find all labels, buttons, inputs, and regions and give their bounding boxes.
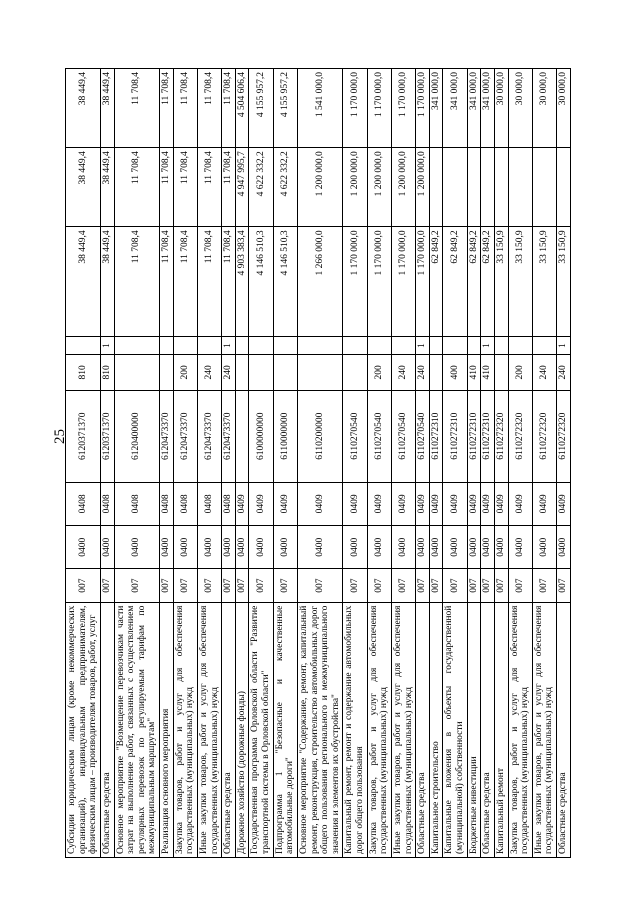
section-code: 0400 — [494, 526, 508, 569]
section-code: 0400 — [222, 526, 236, 569]
amount-year-1: 62 849,2 — [443, 227, 467, 337]
table-row — [100, 69, 114, 858]
amount-year-3: 30 000,0 — [532, 69, 556, 148]
amount-year-2 — [467, 148, 481, 227]
amount-year-3: 1 170 000,0 — [391, 69, 415, 148]
expense-type-code: 410 — [481, 355, 495, 391]
grbs-code: 007 — [160, 569, 174, 602]
table-row — [173, 69, 197, 858]
amount-year-1: 11 708,4 — [197, 227, 221, 337]
amount-year-3: 1 170 000,0 — [367, 69, 391, 148]
target-article-code: 6110270540 — [367, 390, 391, 482]
row-name: Областные средства — [222, 602, 236, 857]
expense-type-code — [249, 355, 273, 391]
amount-year-1: 1 266 000,0 — [297, 227, 343, 337]
subsection-code: 0408 — [66, 482, 101, 525]
grbs-code: 007 — [114, 569, 160, 602]
row-name: Закупка товаров, работ и услуг для обеспечения государственных (муниципальных) нужд — [367, 602, 391, 857]
amount-year-3: 341 000,0 — [443, 69, 467, 148]
subsection-code: 0409 — [481, 482, 495, 525]
amount-year-1: 11 708,4 — [173, 227, 197, 337]
expense-type-code: 200 — [367, 355, 391, 391]
amount-year-1: 38 449,4 — [100, 227, 114, 337]
row-name: Реализация основного мероприятия — [160, 602, 174, 857]
table-row — [557, 69, 571, 858]
table-row — [532, 69, 556, 858]
source-code: 1 — [222, 337, 236, 355]
amount-year-1: 33 150,9 — [532, 227, 556, 337]
subsection-code: 0409 — [508, 482, 532, 525]
section-code: 0400 — [532, 526, 556, 569]
expense-type-code — [343, 355, 367, 391]
row-name: Бюджетные инвестиции — [467, 602, 481, 857]
target-article-code: 6110000000 — [273, 390, 297, 482]
amount-year-1: 11 708,4 — [114, 227, 160, 337]
expense-type-code: 240 — [197, 355, 221, 391]
table-row — [160, 69, 174, 858]
grbs-code: 007 — [343, 569, 367, 602]
target-article-code: 6120473370 — [173, 390, 197, 482]
subsection-code: 0409 — [343, 482, 367, 525]
amount-year-2: 1 200 000,0 — [416, 148, 430, 227]
subsection-code: 0409 — [273, 482, 297, 525]
section-code: 0400 — [100, 526, 114, 569]
amount-year-1: 1 170 000,0 — [343, 227, 367, 337]
section-code: 0400 — [173, 526, 197, 569]
grbs-code: 007 — [197, 569, 221, 602]
source-code — [467, 337, 481, 355]
grbs-code: 007 — [467, 569, 481, 602]
grbs-code: 007 — [173, 569, 197, 602]
amount-year-1: 62 849,2 — [429, 227, 443, 337]
section-code: 0400 — [197, 526, 221, 569]
target-article-code: 6110272320 — [557, 390, 571, 482]
amount-year-2 — [443, 148, 467, 227]
source-code — [343, 337, 367, 355]
source-code — [494, 337, 508, 355]
subsection-code: 0409 — [235, 482, 249, 525]
amount-year-3: 38 449,4 — [100, 69, 114, 148]
target-article-code — [235, 390, 249, 482]
target-article-code: 6120473370 — [160, 390, 174, 482]
amount-year-1: 62 849,2 — [481, 227, 495, 337]
source-code: 1 — [416, 337, 430, 355]
grbs-code: 007 — [481, 569, 495, 602]
source-code: 1 — [481, 337, 495, 355]
target-article-code: 6110200000 — [297, 390, 343, 482]
section-code: 0400 — [66, 526, 101, 569]
section-code: 0400 — [416, 526, 430, 569]
subsection-code: 0408 — [160, 482, 174, 525]
source-code — [173, 337, 197, 355]
amount-year-1: 11 708,4 — [160, 227, 174, 337]
row-name: Капитальное строительство — [429, 602, 443, 857]
row-name: Закупка товаров, работ и услуг для обеспечения государственных (муниципальных) нужд — [508, 602, 532, 857]
row-name: Капитальные вложения в объекты государственной (муниципальной) собственности — [443, 602, 467, 857]
table-row — [197, 69, 221, 858]
expense-type-code: 240 — [557, 355, 571, 391]
amount-year-3: 11 708,4 — [222, 69, 236, 148]
source-code — [443, 337, 467, 355]
target-article-code: 6120371370 — [100, 390, 114, 482]
table-row — [297, 69, 343, 858]
table-row — [367, 69, 391, 858]
amount-year-2 — [429, 148, 443, 227]
amount-year-1: 1 170 000,0 — [416, 227, 430, 337]
amount-year-2: 1 200 000,0 — [297, 148, 343, 227]
amount-year-2: 1 200 000,0 — [343, 148, 367, 227]
amount-year-2 — [557, 148, 571, 227]
subsection-code: 0409 — [532, 482, 556, 525]
subsection-code: 0409 — [467, 482, 481, 525]
amount-year-3: 30 000,0 — [508, 69, 532, 148]
amount-year-2: 11 708,4 — [222, 148, 236, 227]
row-name: Областные средства — [100, 602, 114, 857]
amount-year-3: 38 449,4 — [66, 69, 101, 148]
subsection-code: 0409 — [391, 482, 415, 525]
expense-type-code — [429, 355, 443, 391]
amount-year-2 — [532, 148, 556, 227]
amount-year-2: 11 708,4 — [160, 148, 174, 227]
amount-year-3: 11 708,4 — [160, 69, 174, 148]
budget-table-rotated — [65, 68, 571, 858]
target-article-code: 6110272320 — [508, 390, 532, 482]
source-code — [297, 337, 343, 355]
grbs-code: 007 — [557, 569, 571, 602]
section-code: 0400 — [297, 526, 343, 569]
grbs-code: 007 — [367, 569, 391, 602]
table-row — [235, 69, 249, 858]
expense-type-code: 810 — [66, 355, 101, 391]
table-row — [416, 69, 430, 858]
page-number: 25 — [52, 429, 68, 444]
expense-type-code — [160, 355, 174, 391]
grbs-code: 007 — [66, 569, 101, 602]
table-row — [343, 69, 367, 858]
source-code — [429, 337, 443, 355]
row-name: Субсидии юридическим лицам (кроме некоммерческих организаций), индивидуальным предпринимателям, физическим лицам – производителям товаров, работ, услуг — [66, 602, 101, 857]
amount-year-3: 4 155 957,2 — [249, 69, 273, 148]
grbs-code: 007 — [416, 569, 430, 602]
grbs-code: 007 — [222, 569, 236, 602]
amount-year-2: 11 708,4 — [197, 148, 221, 227]
table-row — [429, 69, 443, 858]
subsection-code: 0408 — [100, 482, 114, 525]
amount-year-3: 4 504 606,4 — [235, 69, 249, 148]
section-code: 0400 — [343, 526, 367, 569]
source-code — [391, 337, 415, 355]
source-code — [367, 337, 391, 355]
section-code: 0400 — [508, 526, 532, 569]
amount-year-3: 30 000,0 — [494, 69, 508, 148]
section-code: 0400 — [235, 526, 249, 569]
source-code — [235, 337, 249, 355]
expense-type-code — [494, 355, 508, 391]
source-code — [160, 337, 174, 355]
source-code — [532, 337, 556, 355]
target-article-code: 6110272310 — [443, 390, 467, 482]
target-article-code: 6110272310 — [467, 390, 481, 482]
expense-type-code — [273, 355, 297, 391]
amount-year-2: 11 708,4 — [173, 148, 197, 227]
source-code — [273, 337, 297, 355]
expense-type-code — [235, 355, 249, 391]
row-name: Подпрограмма 1 "Безопасные и качественные автомобильные дороги" — [273, 602, 297, 857]
row-name: Основное мероприятие "Возмещение перевозчикам части затрат на выполнение работ, связанных с осуществлением регулярных перевозок по регулируемым тарифам по межмуниципальным маршрутам" — [114, 602, 160, 857]
grbs-code: 007 — [391, 569, 415, 602]
source-code — [249, 337, 273, 355]
amount-year-2 — [508, 148, 532, 227]
amount-year-3: 1 170 000,0 — [416, 69, 430, 148]
source-code — [508, 337, 532, 355]
grbs-code: 007 — [273, 569, 297, 602]
amount-year-2: 1 200 000,0 — [391, 148, 415, 227]
amount-year-1: 38 449,4 — [66, 227, 101, 337]
target-article-code: 6110272310 — [429, 390, 443, 482]
amount-year-1: 4 146 510,3 — [249, 227, 273, 337]
row-name: Областные средства — [557, 602, 571, 857]
amount-year-3: 1 541 000,0 — [297, 69, 343, 148]
expense-type-code — [297, 355, 343, 391]
amount-year-2: 38 449,4 — [100, 148, 114, 227]
source-code: 1 — [557, 337, 571, 355]
expense-type-code: 200 — [508, 355, 532, 391]
row-name: Капитальный ремонт, ремонт и содержание автомобильных дорог общего пользования — [343, 602, 367, 857]
source-code — [66, 337, 101, 355]
subsection-code: 0409 — [367, 482, 391, 525]
section-code: 0400 — [557, 526, 571, 569]
table-row — [273, 69, 297, 858]
target-article-code: 6110272320 — [532, 390, 556, 482]
row-name: Иные закупки товаров, работ и услуг для обеспечения государственных (муниципальных) нужд — [532, 602, 556, 857]
section-code: 0400 — [273, 526, 297, 569]
subsection-code: 0409 — [443, 482, 467, 525]
grbs-code: 007 — [249, 569, 273, 602]
amount-year-1: 4 903 383,4 — [235, 227, 249, 337]
subsection-code: 0409 — [429, 482, 443, 525]
expense-type-code — [114, 355, 160, 391]
source-code — [114, 337, 160, 355]
table-row — [114, 69, 160, 858]
table-row — [508, 69, 532, 858]
grbs-code: 007 — [494, 569, 508, 602]
amount-year-1: 62 849,2 — [467, 227, 481, 337]
target-article-code: 6110270540 — [343, 390, 367, 482]
subsection-code: 0409 — [249, 482, 273, 525]
subsection-code: 0408 — [173, 482, 197, 525]
expense-type-code: 240 — [416, 355, 430, 391]
table-row — [222, 69, 236, 858]
row-name: Государственная программа Орловской области "Развитие транспортной системы в Орловской области" — [249, 602, 273, 857]
amount-year-2 — [481, 148, 495, 227]
expense-type-code: 240 — [532, 355, 556, 391]
grbs-code: 007 — [100, 569, 114, 602]
target-article-code: 6120473370 — [222, 390, 236, 482]
target-article-code: 6110272320 — [494, 390, 508, 482]
row-name: Иные закупки товаров, работ и услуг для обеспечения государственных (муниципальных) нужд — [197, 602, 221, 857]
table-row — [494, 69, 508, 858]
amount-year-2: 11 708,4 — [114, 148, 160, 227]
subsection-code: 0408 — [197, 482, 221, 525]
table-row — [443, 69, 467, 858]
amount-year-2: 4 947 995,7 — [235, 148, 249, 227]
subsection-code: 0408 — [222, 482, 236, 525]
amount-year-2 — [494, 148, 508, 227]
section-code: 0400 — [391, 526, 415, 569]
amount-year-3: 341 000,0 — [467, 69, 481, 148]
amount-year-2: 1 200 000,0 — [367, 148, 391, 227]
subsection-code: 0409 — [416, 482, 430, 525]
table-row — [391, 69, 415, 858]
row-name: Дорожное хозяйство (дорожные фонды) — [235, 602, 249, 857]
amount-year-1: 1 170 000,0 — [391, 227, 415, 337]
amount-year-1: 33 150,9 — [557, 227, 571, 337]
target-article-code: 6120371370 — [66, 390, 101, 482]
amount-year-3: 30 000,0 — [557, 69, 571, 148]
table-row — [66, 69, 101, 858]
target-article-code: 6110270540 — [416, 390, 430, 482]
amount-year-3: 11 708,4 — [173, 69, 197, 148]
expense-type-code: 400 — [443, 355, 467, 391]
grbs-code: 007 — [235, 569, 249, 602]
amount-year-2: 38 449,4 — [66, 148, 101, 227]
grbs-code: 007 — [443, 569, 467, 602]
amount-year-1: 11 708,4 — [222, 227, 236, 337]
row-name: Закупка товаров, работ и услуг для обеспечения государственных (муниципальных) нужд — [173, 602, 197, 857]
row-name: Основное мероприятие "Содержание, ремонт, капитальный ремонт, реконструкция, строительство автомобильных дорог общего пользования регионального и межмуниципального значения и элементов их обустройства" — [297, 602, 343, 857]
row-name: Капитальный ремонт — [494, 602, 508, 857]
grbs-code: 007 — [532, 569, 556, 602]
amount-year-3: 341 000,0 — [481, 69, 495, 148]
amount-year-3: 341 000,0 — [429, 69, 443, 148]
target-article-code: 6120473370 — [197, 390, 221, 482]
amount-year-1: 33 150,9 — [494, 227, 508, 337]
target-article-code: 6110270540 — [391, 390, 415, 482]
table-row — [249, 69, 273, 858]
amount-year-3: 4 155 957,2 — [273, 69, 297, 148]
section-code: 0400 — [367, 526, 391, 569]
amount-year-3: 11 708,4 — [114, 69, 160, 148]
section-code: 0400 — [249, 526, 273, 569]
row-name: Областные средства — [416, 602, 430, 857]
amount-year-3: 1 170 000,0 — [343, 69, 367, 148]
subsection-code: 0409 — [494, 482, 508, 525]
section-code: 0400 — [114, 526, 160, 569]
target-article-code: 6110272310 — [481, 390, 495, 482]
section-code: 0400 — [160, 526, 174, 569]
subsection-code: 0408 — [114, 482, 160, 525]
expense-type-code: 240 — [391, 355, 415, 391]
amount-year-1: 1 170 000,0 — [367, 227, 391, 337]
grbs-code: 007 — [429, 569, 443, 602]
source-code: 1 — [100, 337, 114, 355]
row-name: Областные средства — [481, 602, 495, 857]
amount-year-2: 4 622 332,2 — [249, 148, 273, 227]
amount-year-3: 11 708,4 — [197, 69, 221, 148]
target-article-code: 6100000000 — [249, 390, 273, 482]
expense-type-code: 410 — [467, 355, 481, 391]
section-code: 0400 — [467, 526, 481, 569]
amount-year-1: 4 146 510,3 — [273, 227, 297, 337]
subsection-code: 0409 — [297, 482, 343, 525]
subsection-code: 0409 — [557, 482, 571, 525]
target-article-code: 6120400000 — [114, 390, 160, 482]
section-code: 0400 — [429, 526, 443, 569]
amount-year-2: 4 622 332,2 — [273, 148, 297, 227]
row-name: Иные закупки товаров, работ и услуг для обеспечения государственных (муниципальных) нужд — [391, 602, 415, 857]
grbs-code: 007 — [297, 569, 343, 602]
section-code: 0400 — [481, 526, 495, 569]
budget-table — [65, 68, 571, 858]
expense-type-code: 240 — [222, 355, 236, 391]
expense-type-code: 200 — [173, 355, 197, 391]
table-row — [481, 69, 495, 858]
source-code — [197, 337, 221, 355]
grbs-code: 007 — [508, 569, 532, 602]
table-row — [467, 69, 481, 858]
amount-year-1: 33 150,9 — [508, 227, 532, 337]
expense-type-code: 810 — [100, 355, 114, 391]
section-code: 0400 — [443, 526, 467, 569]
